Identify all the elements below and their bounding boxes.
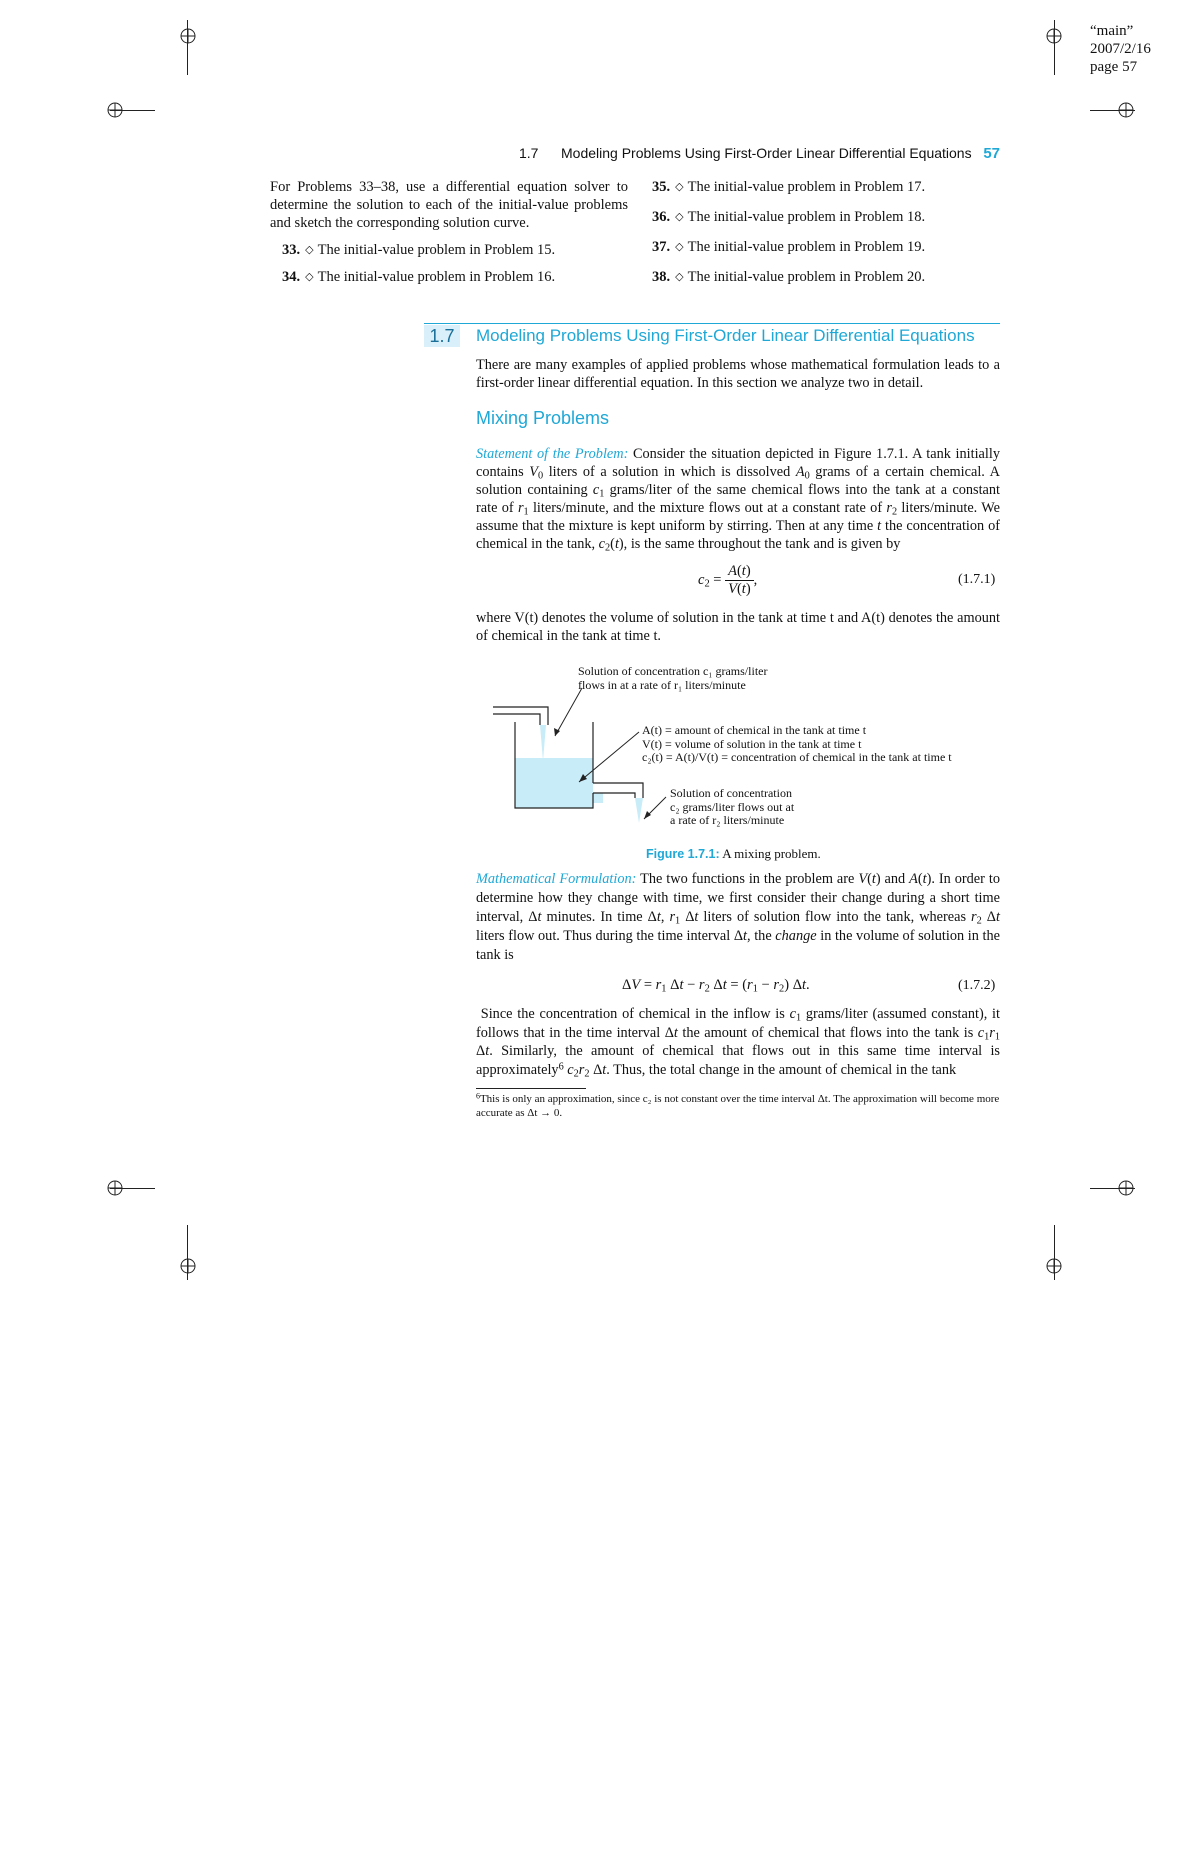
equation-number: (1.7.1) [958, 572, 996, 587]
statement-paragraph: Statement of the Problem: Consider the situation depicted in Figure 1.7.1. A tank initially contains $V_0$ liters of a solution in which is dissolved $A_0$ grams of a certain chemical. A solution containing $c_1$ grams/liter of the same chemical flows into the tank at a constant rate of $r_1$ liters/minute, and the mixture flows out at a constant rate of $r_2$ liters/minute. We assume that the mixture is kept uniform by stirring. Then at any time t the concentration of chemical in the tank, $c_2(t)$, is the same throughout the tank and is given by [476, 446, 1001, 554]
section-rule [424, 323, 1000, 324]
registration-mark-icon [178, 26, 198, 46]
stamp-main: “main” [1090, 23, 1134, 39]
print-stamp [1090, 22, 1151, 76]
problem-text: The initial-value problem in Problem 20. [687, 269, 926, 285]
registration-mark-icon [1044, 1256, 1064, 1276]
footnote [476, 1092, 1000, 1120]
figure-caption-label: Figure 1.7.1: [646, 847, 720, 861]
problem-number: 33. [282, 242, 301, 258]
problem-number: 36. [652, 209, 671, 225]
problem-item [652, 208, 925, 226]
definition-line: c₂(t) = A(t)/V(t) = concentration of chemical in the tank at time t [642, 750, 952, 764]
equation-number: (1.7.2) [958, 978, 996, 993]
problem-text: The initial-value problem in Problem 18. [687, 209, 926, 225]
statement-label: Statement of the Problem: [476, 446, 629, 462]
section-title: Modeling Problems Using First-Order Linear Differential Equations [476, 326, 975, 345]
diamond-icon: ◇ [675, 211, 684, 223]
outflow-label [670, 787, 794, 828]
definition-line: V(t) = volume of solution in the tank at time t [642, 736, 862, 751]
outlet-fluid [593, 793, 603, 803]
registration-mark-icon [1116, 100, 1136, 120]
stamp-date: 2007/2/16 [1090, 41, 1151, 57]
inflow-label [578, 665, 767, 692]
diamond-icon: ◇ [675, 181, 684, 193]
problem-number: 34. [282, 269, 301, 285]
diamond-icon: ◇ [305, 271, 314, 283]
fraction: $\frac{A(t)}{V(t)}$ [725, 563, 754, 598]
inflow-paragraph: Since the concentration of chemical in the inflow is $c_1$ grams/liter (assumed constant), it follows that in the time interval Δt the amount of chemical that flows into the tank is $c_1r_1$ Δt. Similarly, the amount of chemical that flows out in this same time interval is approximately$^6$ $c_2r_2$ Δt. Thus, the total change in the amount of chemical in the tank [476, 1006, 1000, 1080]
equation-1-7-1: $c_2$ = $\frac{A(t)}{V(t)}$ , [698, 563, 758, 597]
formulation-label: Mathematical Formulation: [476, 871, 637, 887]
page-number: 57 [983, 145, 1000, 162]
inflow-line: Solution of concentration c₁ grams/liter [578, 664, 768, 678]
footnote-mark: 6 [476, 1091, 480, 1101]
section-number: 1.7 [424, 325, 460, 347]
definitions-label [642, 724, 952, 765]
inflow-line: flows in at a rate of r₁ liters/minute [578, 677, 746, 692]
equation-1-7-2: $\Delta V = r_1$ $\Delta t - r_2$ $\Delta t = (r_1 - r_2)$ Δt. [622, 977, 810, 995]
diamond-icon: ◇ [305, 244, 314, 256]
stamp-page: page 57 [1090, 59, 1138, 75]
problem-text: The initial-value problem in Problem 15. [317, 242, 556, 258]
registration-mark-icon [178, 1256, 198, 1276]
problem-number: 35. [652, 179, 671, 195]
registration-mark-icon [105, 1178, 125, 1198]
problem-item [652, 238, 925, 256]
figure-caption [646, 846, 821, 862]
registration-mark-icon [1044, 26, 1064, 46]
problem-text: The initial-value problem in Problem 17. [687, 179, 926, 195]
problem-item [652, 268, 925, 286]
problem-item [652, 178, 925, 196]
registration-mark-icon [1116, 1178, 1136, 1198]
problem-item [282, 268, 555, 286]
problem-text: The initial-value problem in Problem 19. [687, 239, 926, 255]
formulation-paragraph: Mathematical Formulation: The two functions in the problem are V(t) and A(t). In order to determine how they change with time, we first consider their change during a short time interval, Δt minutes. In time Δt, $r_1$ Δt liters of solution flow into the tank, whereas $r_2$ Δt liters flow out. Thus during the time interval Δt, the change in the volume of solution in the tank is [476, 871, 1000, 963]
subsection-title: Mixing Problems [476, 408, 610, 428]
outflow-line: c₂ grams/liter flows out at [670, 799, 795, 814]
outflow-line: Solution of concentration [670, 786, 792, 800]
statement-after: where V(t) denotes the volume of solution in the tank at time t and A(t) denotes the amount of chemical in the tank at time t. [476, 610, 1000, 644]
outflow-line: a rate of r₂ liters/minute [670, 813, 785, 827]
outflow-arrow-icon [640, 795, 670, 823]
running-head-section: 1.7 [519, 145, 539, 161]
problem-number: 37. [652, 239, 671, 255]
diamond-icon: ◇ [675, 241, 684, 253]
diamond-icon: ◇ [675, 271, 684, 283]
footnote-rule [476, 1088, 586, 1089]
section-intro: There are many examples of applied problems whose mathematical formulation leads to a first-order linear differential equation. In this section we analyze two in detail. [476, 357, 1000, 391]
problem-item [282, 241, 555, 259]
problems-intro: For Problems 33–38, use a differential equation solver to determine the solution to each of the initial-value problems and sketch the corresponding solution curve. [270, 179, 628, 231]
problem-number: 38. [652, 269, 671, 285]
running-head-title: Modeling Problems Using First-Order Linear Differential Equations [561, 145, 972, 161]
definition-line: A(t) = amount of chemical in the tank at time t [642, 723, 867, 737]
footnote-text: This is only an approximation, since c₂ is not constant over the time interval Δt. The approximation will become more accurate as Δt → 0. [476, 1093, 1000, 1119]
figure-caption-text: A mixing problem. [722, 846, 821, 861]
definitions-arrow-icon [575, 730, 645, 785]
registration-mark-icon [105, 100, 125, 120]
problem-text: The initial-value problem in Problem 16. [317, 269, 556, 285]
